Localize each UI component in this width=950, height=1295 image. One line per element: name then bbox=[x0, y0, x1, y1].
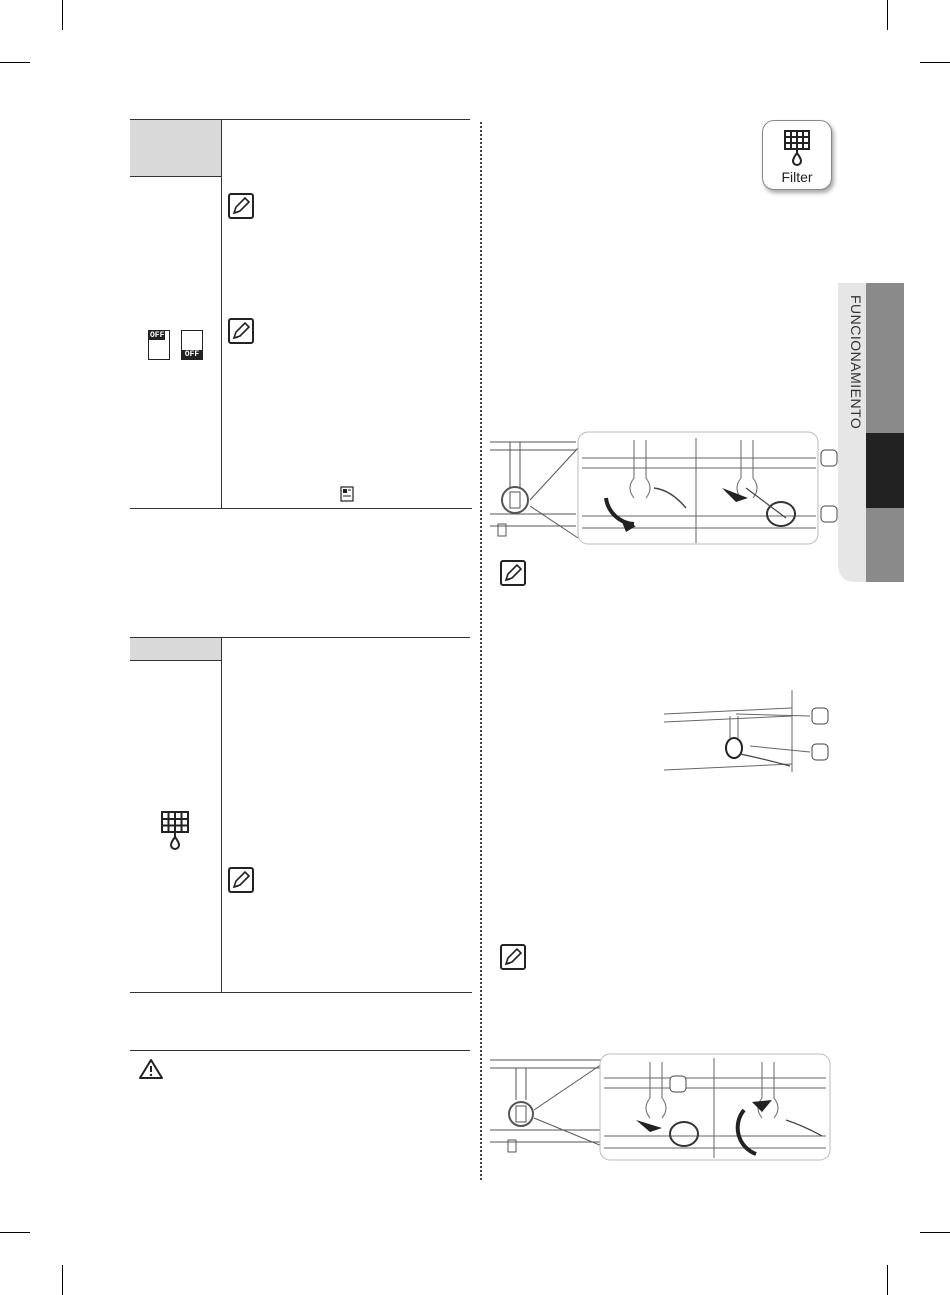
table-border bbox=[221, 120, 222, 508]
off-label: OFF bbox=[150, 331, 165, 340]
filter-install-illustration bbox=[486, 1050, 838, 1164]
table-border bbox=[130, 176, 221, 177]
filter-icon bbox=[782, 129, 812, 167]
table-border bbox=[221, 638, 222, 992]
crop-mark bbox=[62, 1265, 63, 1295]
filter-removal-illustration bbox=[486, 428, 846, 548]
display-icon bbox=[340, 486, 354, 502]
table-border bbox=[130, 992, 472, 993]
crop-mark bbox=[887, 0, 888, 30]
filter-holder-illustration bbox=[660, 688, 840, 774]
off-display-icon bbox=[181, 330, 203, 360]
crop-mark bbox=[62, 0, 63, 30]
note-icon bbox=[500, 560, 526, 586]
table-header-cell bbox=[130, 638, 221, 660]
warning-icon bbox=[138, 1058, 164, 1080]
section-tab-label: FUNCIONAMIENTO bbox=[848, 295, 864, 430]
filter-button-label: Filter bbox=[781, 169, 813, 185]
crop-mark bbox=[887, 1265, 888, 1295]
table-border bbox=[130, 660, 221, 661]
crop-mark bbox=[920, 1232, 950, 1233]
crop-mark bbox=[0, 62, 30, 63]
note-icon bbox=[228, 867, 254, 893]
note-icon bbox=[228, 318, 254, 344]
off-switch-icon bbox=[148, 330, 170, 360]
off-label: OFF bbox=[182, 350, 202, 359]
column-divider bbox=[480, 122, 482, 1180]
filter-button[interactable] bbox=[762, 120, 832, 190]
caution-border bbox=[130, 1050, 470, 1051]
crop-mark bbox=[0, 1232, 30, 1233]
note-icon bbox=[500, 944, 526, 970]
table-header-cell bbox=[130, 120, 221, 176]
filter-icon bbox=[160, 810, 190, 850]
crop-mark bbox=[920, 62, 950, 63]
note-icon bbox=[228, 193, 254, 219]
table-border bbox=[130, 508, 472, 509]
